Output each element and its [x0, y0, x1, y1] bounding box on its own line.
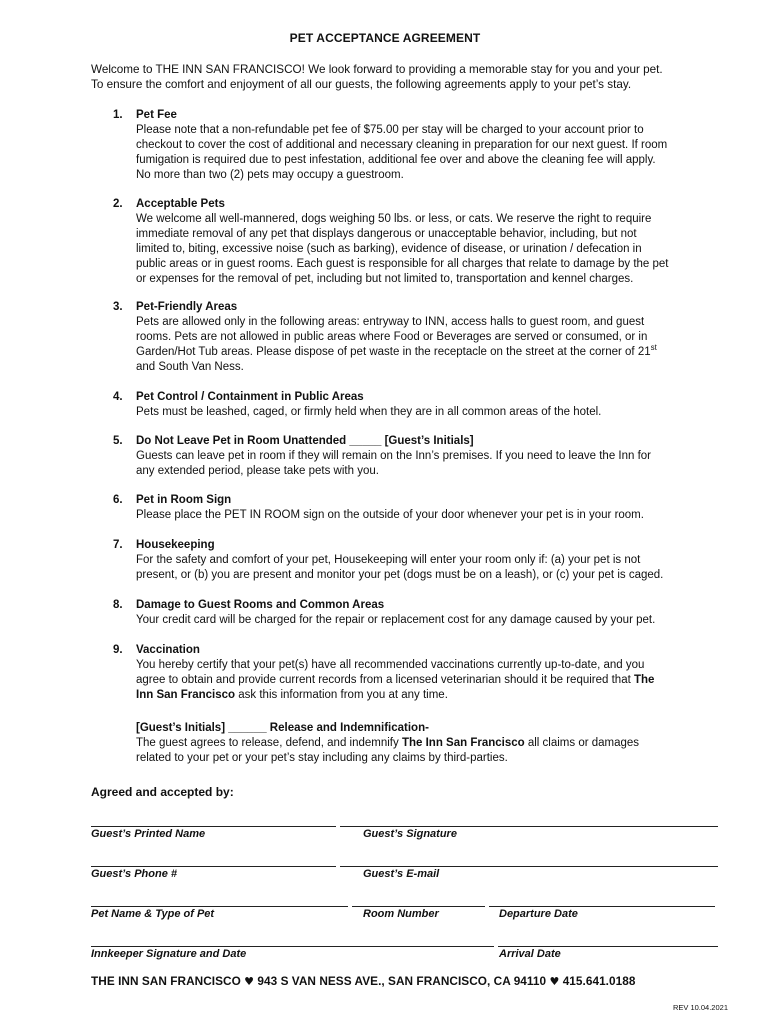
innkeeper-signature-label: Innkeeper Signature and Date — [91, 948, 247, 960]
room-number-label: Room Number — [363, 908, 439, 920]
body-line — [136, 673, 723, 688]
section-body — [136, 405, 723, 420]
body-line: Pets are allowed only in the following areas: entryway to INN, access halls to guest room, and guest — [136, 316, 645, 328]
inn-name-bold: Inn San Francisco — [136, 689, 236, 701]
release-line — [136, 736, 726, 751]
section-body — [136, 123, 723, 183]
guest-phone-line[interactable] — [91, 866, 336, 867]
pet-name-label: Pet Name & Type of Pet — [91, 908, 215, 920]
inn-name-bold: The — [633, 674, 655, 686]
section-number: 3. — [113, 301, 123, 313]
body-line: fumigation is required due to pest infestation, additional fee over and above the cleaning fee will apply. — [136, 154, 656, 166]
body-line: Guests can leave pet in room if they will remain on the Inn’s premises. If you need to leave the Inn for — [136, 450, 652, 462]
section-heading: Pet Fee — [136, 109, 177, 121]
section-body — [136, 553, 723, 583]
section-housekeeping — [113, 538, 723, 583]
section-heading: Vaccination — [136, 644, 200, 656]
body-line — [136, 345, 723, 360]
section-heading: Pet in Room Sign — [136, 494, 232, 506]
release-heading: [Guest’s Initials] ______ Release and Indemnification- — [136, 722, 429, 734]
body-line: Your credit card will be charged for the repair or replacement cost for any damage caused by your pet. — [136, 614, 656, 626]
departure-date-label: Departure Date — [499, 908, 578, 920]
section-number: 6. — [113, 494, 123, 506]
body-text: agree to obtain and provide current records from a licensed veterinarian should it be required that — [136, 674, 634, 686]
revision-label: REV 10.04.2021 — [672, 1003, 728, 1012]
section-damage — [113, 598, 723, 628]
section-body — [136, 613, 723, 628]
section-number: 9. — [113, 644, 123, 656]
body-line: rooms. Pets are not allowed in public areas where Food or Beverages are served or consumed, or in — [136, 331, 648, 343]
section-heading: Pet Control / Containment in Public Areas — [136, 391, 364, 403]
body-line: any extended period, please take pets with you. — [136, 465, 379, 477]
section-number: 8. — [113, 599, 123, 611]
release-indemnification — [136, 721, 726, 766]
footer-contact — [91, 974, 635, 988]
section-number: 4. — [113, 391, 123, 403]
section-pet-in-room-sign — [113, 493, 723, 523]
section-do-not-leave-pet — [113, 434, 723, 479]
section-heading: Acceptable Pets — [136, 198, 225, 210]
body-line: checkout to cover the cost of additional and necessary cleaning in preparation for our next guest. If room — [136, 139, 668, 151]
guest-email-line[interactable] — [340, 866, 718, 867]
body-line: present, or (b) you are present and monitor your pet (dogs must be on a leash), or (c) your pet is caged. — [136, 569, 664, 581]
body-line: and South Van Ness. — [136, 361, 244, 373]
heart-icon: ♥ — [549, 975, 560, 988]
section-body — [136, 508, 723, 523]
body-text: ask this information from you at any time. — [235, 689, 448, 701]
intro-paragraph — [91, 62, 731, 92]
section-body — [136, 315, 723, 375]
release-text: The guest agrees to release, defend, and indemnify — [136, 737, 402, 749]
body-line: limited to, biting, excessive noise (such as barking), evidence of disease, or urination / defecation in — [136, 243, 642, 255]
body-line: or expenses for the removal of pet, including but not limited to, transportation and kennel charges. — [136, 273, 634, 285]
departure-date-line[interactable] — [489, 906, 715, 907]
section-heading: Housekeeping — [136, 539, 215, 551]
guest-printed-name-line[interactable] — [91, 826, 336, 827]
section-number: 2. — [113, 198, 123, 210]
section-pet-fee — [113, 108, 723, 183]
room-number-line[interactable] — [352, 906, 485, 907]
intro-line-2: To ensure the comfort and enjoyment of all our guests, the following agreements apply to your pet’s stay. — [91, 78, 632, 91]
body-line: immediate removal of any pet that displays dangerous or unacceptable behavior, including, but not — [136, 228, 637, 240]
section-number: 7. — [113, 539, 123, 551]
arrival-date-line[interactable] — [498, 946, 718, 947]
inn-phone: 415.641.0188 — [562, 974, 636, 988]
arrival-date-label: Arrival Date — [499, 948, 561, 960]
section-number: 5. — [113, 435, 123, 447]
body-line: No more than two (2) pets may occupy a guestroom. — [136, 169, 404, 181]
guest-signature-label: Guest’s Signature — [363, 828, 457, 840]
body-line: You hereby certify that your pet(s) have all recommended vaccinations currently up-to-date, and you — [136, 659, 645, 671]
guest-signature-line[interactable] — [340, 826, 718, 827]
inn-address: 943 S VAN NESS AVE., SAN FRANCISCO, CA 94110 — [257, 974, 547, 988]
section-body — [136, 212, 723, 287]
body-line: public areas or in guest rooms. Each guest is responsible for all charges that relate to damage by the pet — [136, 258, 669, 270]
innkeeper-signature-line[interactable] — [91, 946, 494, 947]
section-body — [136, 658, 723, 703]
body-line: Please note that a non-refundable pet fee of $75.00 per stay will be charged to your account prior to — [136, 124, 644, 136]
section-acceptable-pets — [113, 197, 723, 287]
body-line: Please place the PET IN ROOM sign on the outside of your door whenever your pet is in your room. — [136, 509, 644, 521]
section-pet-control — [113, 390, 723, 420]
guest-printed-name-label: Guest’s Printed Name — [91, 828, 206, 840]
section-number: 1. — [113, 109, 123, 121]
ordinal-suffix: st — [650, 343, 657, 352]
guest-email-label: Guest’s E-mail — [363, 868, 440, 880]
section-vaccination — [113, 643, 723, 703]
release-text: all claims or damages — [524, 737, 640, 749]
section-heading: Pet-Friendly Areas — [136, 301, 238, 313]
body-line: Pets must be leashed, caged, or firmly held when they are in all common areas of the hotel. — [136, 406, 602, 418]
section-heading: Damage to Guest Rooms and Common Areas — [136, 599, 385, 611]
section-body — [136, 449, 723, 479]
inn-name: THE INN SAN FRANCISCO — [91, 974, 241, 988]
heart-icon: ♥ — [244, 975, 255, 988]
body-line: For the safety and comfort of your pet, Housekeeping will enter your room only if: (a) your pet is not — [136, 554, 641, 566]
guest-phone-label: Guest’s Phone # — [91, 868, 177, 880]
document-title: PET ACCEPTANCE AGREEMENT — [289, 31, 481, 45]
release-line: related to your pet or your pet’s stay including any claims by third-parties. — [136, 752, 508, 764]
pet-name-line[interactable] — [91, 906, 348, 907]
body-text: Garden/Hot Tub areas. Please dispose of pet waste in the receptacle on the street at the corner of 21 — [136, 346, 651, 358]
agreed-heading: Agreed and accepted by: — [91, 785, 234, 799]
inn-name-bold: The Inn San Francisco — [401, 737, 525, 749]
section-heading: Do Not Leave Pet in Room Unattended _____ [Guest’s Initials] — [136, 435, 474, 447]
body-line: We welcome all well-mannered, dogs weighing 50 lbs. or less, or cats. We reserve the right to require — [136, 213, 652, 225]
intro-line-1: Welcome to THE INN SAN FRANCISCO! We look forward to providing a memorable stay for you and your pet. — [91, 63, 663, 76]
section-pet-friendly-areas — [113, 300, 723, 375]
body-line — [136, 688, 723, 703]
